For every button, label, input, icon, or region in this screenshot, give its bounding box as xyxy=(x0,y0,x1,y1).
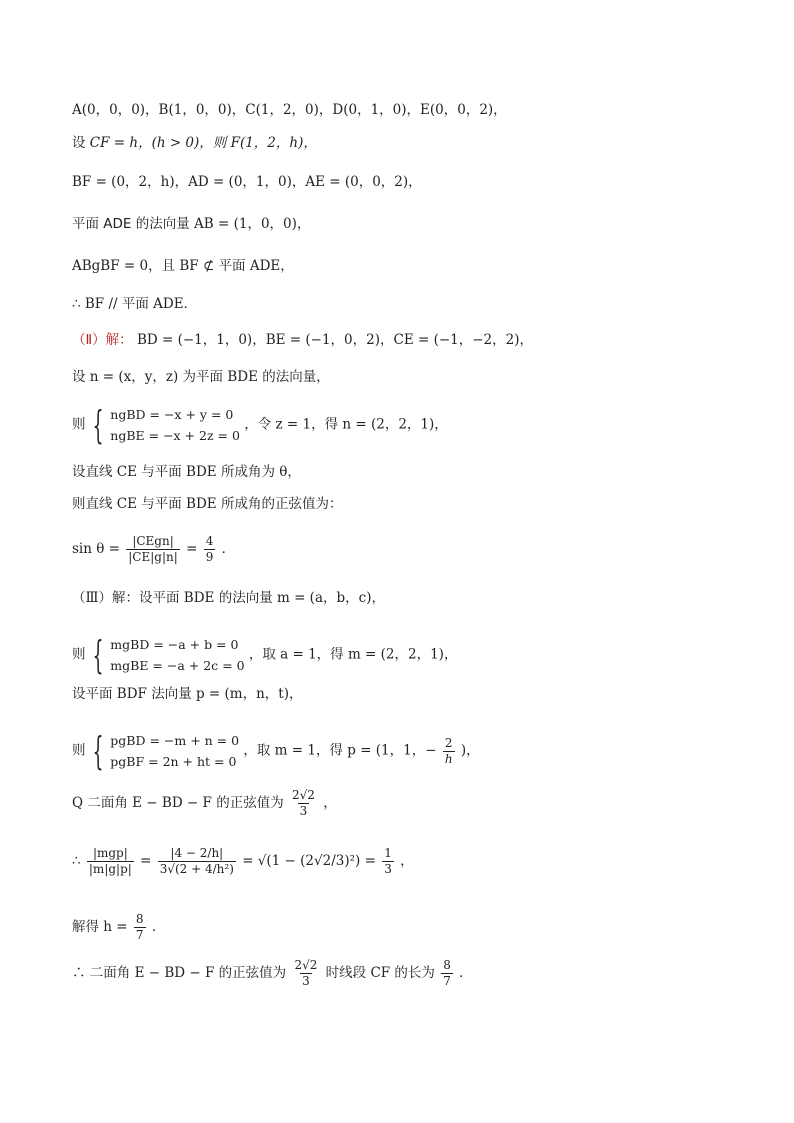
equation-n-bd: ngBD = −x + y = 0 xyxy=(110,407,234,422)
dihedral-sine-text: Q 二面角 E − BD − F 的正弦值为 xyxy=(72,795,284,811)
equation-system-m xyxy=(110,634,244,676)
fraction-denominator: 9 xyxy=(205,550,214,564)
system-n-block xyxy=(72,404,448,446)
fraction-numerator: 2√2 xyxy=(292,788,315,802)
equation-p-bd: pgBD = −m + n = 0 xyxy=(110,733,240,748)
fraction-denominator: |m|g|p| xyxy=(88,862,132,876)
fraction-numerator: |mgp| xyxy=(92,846,128,860)
eight-sevenths xyxy=(134,912,146,943)
system-m-result: ，取 a = 1，得 m = (2，2，1)， xyxy=(248,646,458,663)
then-label: 则 xyxy=(72,646,86,663)
one-third xyxy=(382,846,394,877)
fraction-denominator: |CE|g|n| xyxy=(128,550,178,564)
fraction-denominator: 7 xyxy=(443,974,451,988)
left-brace: { xyxy=(92,633,104,677)
dihedral-equation-line: ∴ $\frac{\text{|mgp|}}{|m|g|p|}$ = $\frac{|4 - 2/h|}{\text{3√(2 + 4/h²)}}$ = √(1 − (2√2/3)²) = $\frac{1}{3}$ ， xyxy=(72,846,414,876)
fraction-numerator: 8 xyxy=(135,912,144,926)
solve-h-line xyxy=(72,912,165,943)
vectors-bf-ad-ae-line: BF = (0，2，h)，AD = (0，1，0)，AE = (0，0，2)， xyxy=(72,174,422,190)
fraction-denominator: 3 xyxy=(384,862,392,876)
system-p-block xyxy=(72,730,480,772)
system-n-result: ，令 z = 1，得 n = (2，2，1)， xyxy=(244,416,448,433)
two-root-two-over-three xyxy=(290,788,317,819)
sine-theta-formula xyxy=(72,534,235,565)
sine-theta-fraction xyxy=(126,534,180,565)
normal-n-line: 设 n = (x，y，z) 为平面 BDE 的法向量， xyxy=(72,369,330,385)
cf-expression: CF = h，(h > 0)，则 F(1，2，h)， xyxy=(89,135,317,151)
equation-m-bd: mgBD = −a + b = 0 xyxy=(110,637,239,652)
plane-bdf-normal-line: 设平面 BDF 法向量 p = (m，n，t)， xyxy=(72,686,303,702)
period: ． xyxy=(151,919,166,935)
fraction-numerator: 8 xyxy=(443,958,451,972)
coordinates-line: A(0，0，0)，B(1，0，0)，C(1，2，0)，D(0，1，0)，E(0，0，2)， xyxy=(72,102,507,118)
equals-sign: = xyxy=(186,541,198,557)
system-p-result: ，取 m = 1，得 p = (1，1，− xyxy=(243,742,437,759)
comma: ， xyxy=(400,853,414,869)
ab-vector-expression: AB = (1，0，0)， xyxy=(194,216,311,232)
fraction-denominator: 3 xyxy=(302,974,310,988)
cf-length-text: 时线段 CF 的长为 xyxy=(325,965,435,981)
equation-system-n xyxy=(110,404,240,446)
closing-paren: )， xyxy=(460,742,480,759)
eight-sevenths xyxy=(441,958,453,989)
fraction-numerator: |4 − 2/h| xyxy=(170,846,224,860)
sine-theta-result xyxy=(204,534,216,565)
fraction-denominator: 3 xyxy=(299,804,308,818)
part-two-vectors-line xyxy=(72,330,533,350)
set-cf-line xyxy=(72,133,317,153)
equation-n-be: ngBE = −x + 2z = 0 xyxy=(110,428,240,443)
period: ． xyxy=(221,541,236,557)
h-fraction xyxy=(158,846,236,877)
plane-ade-normal-label: 平面 ADE 的法向量 xyxy=(72,216,190,232)
system-m-block xyxy=(72,634,457,676)
fraction-numerator: 1 xyxy=(384,846,392,860)
fraction-denominator: 3√(2 + 4/h²) xyxy=(159,862,234,876)
equation-p-bf: pgBF = 2n + ht = 0 xyxy=(110,754,237,769)
then-label: 则 xyxy=(72,742,86,759)
bd-be-ce-vectors: BD = (−1，1，0)，BE = (−1，0，2)，CE = (−1，−2，2)， xyxy=(136,332,533,348)
minus-two-over-h xyxy=(443,736,455,767)
fraction-numerator: |CEgn| xyxy=(132,534,174,548)
angle-theta-line: 设直线 CE 与平面 BDE 所成角为 θ， xyxy=(72,464,301,480)
fraction-numerator: 2 xyxy=(444,735,453,750)
left-brace: { xyxy=(92,403,104,447)
fraction-denominator: 7 xyxy=(135,928,144,942)
sine-value-intro-line: 则直线 CE 与平面 BDE 所成角的正弦值为： xyxy=(72,496,343,512)
cosine-fraction xyxy=(87,846,134,877)
period: ． xyxy=(459,965,473,981)
part-two-label: （Ⅱ）解： xyxy=(72,332,133,348)
plane-ade-normal-line xyxy=(72,214,310,234)
parallel-conclusion-line: ∴ BF // 平面 ADE． xyxy=(72,296,198,312)
then-label: 则 xyxy=(72,416,86,433)
two-root-two-over-three xyxy=(292,958,319,989)
final-conclusion-text: ∴ 二面角 E − BD − F 的正弦值为 xyxy=(72,965,287,981)
root-expression: = √(1 − (2√2/3)²) = xyxy=(242,853,376,869)
equation-system-p xyxy=(110,730,239,772)
dihedral-sine-given-line xyxy=(72,788,337,819)
set-label: 设 xyxy=(72,135,86,151)
part-three-line: （Ⅲ）解：设平面 BDE 的法向量 m = (a，b，c)， xyxy=(72,590,385,606)
sine-theta-lhs: sin θ = xyxy=(72,541,120,557)
comma: ， xyxy=(323,795,337,811)
dot-product-line: ABgBF = 0，且 BF ⊄ 平面 ADE， xyxy=(72,258,294,274)
fraction-denominator: h xyxy=(444,751,453,766)
fraction-numerator: 4 xyxy=(205,534,214,548)
final-conclusion-line xyxy=(72,958,473,989)
left-brace: { xyxy=(92,729,104,773)
equation-m-be: mgBE = −a + 2c = 0 xyxy=(110,658,245,673)
fraction-numerator: 2√2 xyxy=(294,958,318,972)
solve-h-text: 解得 h = xyxy=(72,919,128,935)
therefore-symbol: ∴ xyxy=(72,853,81,869)
